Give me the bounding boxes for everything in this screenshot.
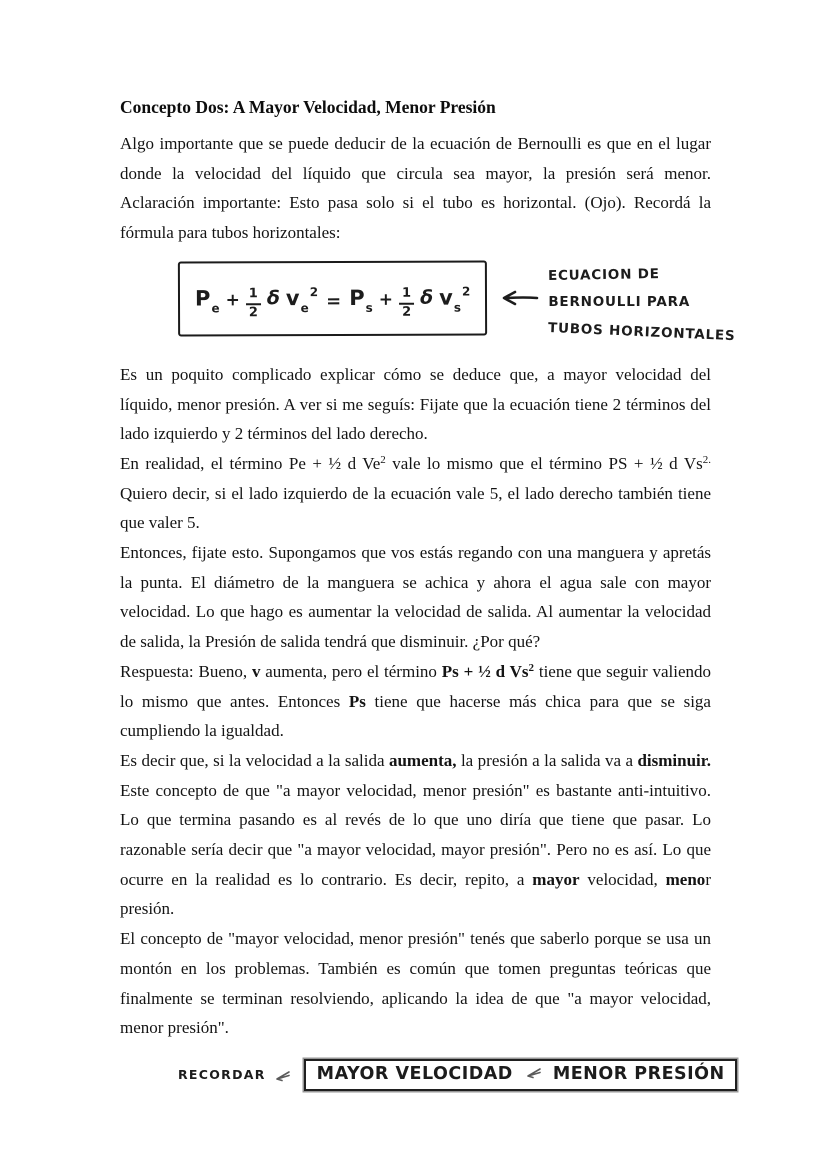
velocity-entry-term: $v_e^2$	[285, 284, 319, 315]
one-half-fraction: $\frac{1}{2}$	[246, 287, 261, 321]
caption-line: BERNOULLI PARA	[548, 293, 691, 310]
paragraph-text: Es un poquito complicado explicar cómo se deduce que, a mayor velocidad del líquido, menor presión. A ver si me seguís: Fijate que la ecuación tiene 2 términos del lado izquierdo y 2 términos del lado derecho.	[120, 364, 711, 444]
equation-caption	[547, 263, 737, 344]
bernoulli-equation-figure	[178, 261, 737, 344]
small-left-arrow-icon	[273, 1070, 291, 1083]
superscript: 2	[528, 661, 535, 674]
plus-sign: +	[378, 289, 394, 310]
recap-right-text: MENOR PRESIÓN	[552, 1063, 725, 1084]
velocity-exit-term: $v_s^2$	[439, 284, 471, 315]
page-content	[120, 97, 737, 1091]
paragraph-importance	[120, 924, 711, 1043]
caption-line: TUBOS HORIZONTALES	[547, 319, 737, 344]
equation-box	[178, 260, 488, 336]
superscript: 2.	[702, 453, 711, 466]
recordar-label: RECORDAR	[178, 1067, 266, 1083]
small-left-arrow-icon	[524, 1067, 542, 1080]
paragraph-explanation	[120, 360, 711, 449]
equals-sign: =	[326, 290, 342, 312]
paragraph-text: Algo importante que se puede deducir de la ecuación de Bernoulli es que en el lugar donde la velocidad del líquido que circula sea mayor, la presión será menor. Aclaración importante: Esto pasa solo si el tubo es horizontal. (Ojo). Recordá la fórmula para tubos horizontales:	[120, 134, 711, 243]
paragraph-counterintuitive: Es decir que, si la velocidad a la salida aumenta, la presión a la salida va a disminuir. Este concepto de que "a mayor velocidad, menor presión" es bastante anti-intuitivo. Lo que termina pasando es al revés de lo que uno diría que tiene que pasar. Lo razonable sería decir que "a mayor velocidad, mayor presión". Pero no es así. Lo que ocurre en la realidad es lo contrario. Es decir, repito, a mayor velocidad, menor presión.	[120, 750, 711, 919]
page-title: Concepto Dos: A Mayor Velocidad, Menor Presión	[120, 97, 496, 117]
pressure-exit-term: $P_s$	[349, 285, 373, 315]
recap-row	[178, 1059, 725, 1091]
plus-sign: +	[225, 289, 240, 310]
superscript: 2	[380, 453, 386, 466]
delta-density-symbol: δ	[266, 286, 280, 309]
paragraph-text: El concepto de "mayor velocidad, menor presión" tenés que saberlo porque se usa un montón en los problemas. También es común que tomen preguntas teóricas que finalmente se terminan resolviendo, aplicando la idea de que "a mayor velocidad, menor presión".	[120, 929, 711, 1038]
caption-line: ECUACION DE	[548, 265, 661, 284]
paragraph-text: Entonces, fijate esto. Supongamos que vos estás regando con una manguera y apretás la punta. El diámetro de la manguera se achica y ahora el agua sale con mayor velocidad. Lo que hago es aumentar la velocidad de salida. Al aumentar la velocidad de salida, la Presión de salida tendrá que disminuir. ¿Por qué?	[120, 543, 711, 652]
delta-density-symbol: δ	[420, 285, 434, 309]
paragraph-answer: Respuesta: Bueno, v aumenta, pero el término Ps + ½ d Vs$^2$ tiene que seguir valiendo lo mismo que antes. Entonces Ps tiene que hacerse más chica para que se siga cumpliendo la igualdad.	[120, 661, 711, 741]
pressure-entry-term: $P_e$	[194, 286, 220, 316]
recap-left-text: MAYOR VELOCIDAD	[316, 1063, 513, 1084]
paragraph-hose-example	[120, 538, 711, 657]
paragraph-terms: En realidad, el término Pe + ½ d Ve$^2$ vale lo mismo que el término PS + ½ d $Vs^{2.}$ Quiero decir, si el lado izquierdo de la ecuación vale 5, el lado derecho también tiene que valer 5.	[120, 453, 711, 533]
recap-box	[304, 1059, 737, 1091]
left-arrow-icon	[499, 288, 539, 308]
one-half-fraction: $\frac{1}{2}$	[399, 286, 414, 320]
paragraph-intro	[120, 129, 711, 248]
